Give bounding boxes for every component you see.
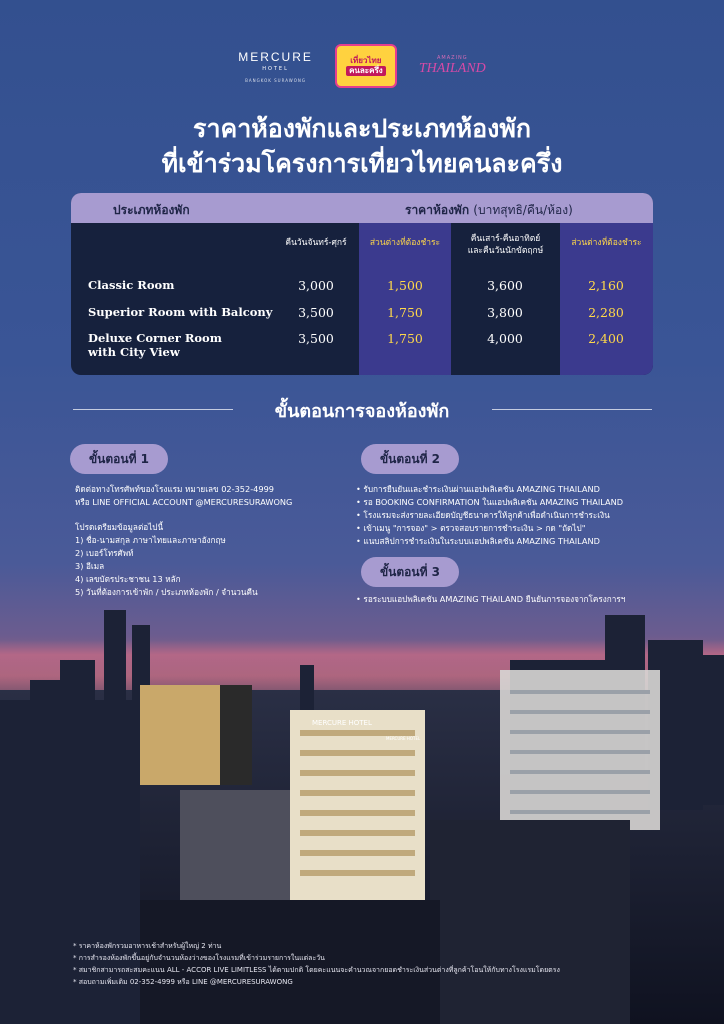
note: * การสำรองห้องพักขึ้นอยู่กับจำนวนห้องว่างของโรงแรมที่เข้าร่วมรายการในแต่ละวัน <box>73 954 325 962</box>
step1-line: ติดต่อทางโทรศัพท์ของโรงแรม หมายเลข 02-352-4999 <box>75 484 275 494</box>
step3-label: ขั้นตอนที่ 3 <box>361 557 459 587</box>
prep-item: 4) เลขบัตรประชาชน 13 หลัก <box>75 574 181 584</box>
step2-text <box>356 483 623 548</box>
header-room-type: ประเภทห้องพัก <box>113 203 190 217</box>
title-line1: ราคาห้องพักและประเภทห้องพัก <box>193 114 531 143</box>
step2-line: • แนบสลิปการชำระเงินในระบบแอปพลิเคชัน AMAZING THAILAND <box>356 536 600 546</box>
room-name: Superior Room with Balcony <box>88 305 273 319</box>
note: * ราคาห้องพักรวมอาหารเช้าสำหรับผู้ใหญ่ 2 ท่าน <box>73 942 222 950</box>
col-weekday-pay: ส่วนต่างที่ต้องชำระ <box>369 238 441 248</box>
price-table <box>71 193 653 375</box>
price-weekend: 3,800 <box>487 305 523 320</box>
step2-line: • รอ BOOKING CONFIRMATION ในแอปพลิเคชัน AMAZING THAILAND <box>356 497 624 507</box>
pay-weekday: 1,750 <box>387 305 423 320</box>
mercure-name: MERCURE <box>238 49 313 64</box>
page-title <box>0 112 724 182</box>
table-header <box>71 193 653 223</box>
footnotes <box>73 940 560 988</box>
col-weekday: คืนวันจันทร์-ศุกร์ <box>285 238 347 248</box>
prep-item: 3) อีเมล <box>75 561 105 571</box>
pay-weekend: 2,400 <box>588 331 624 346</box>
col-weekend <box>451 233 560 257</box>
building-sign-side: MERCURE HOTEL <box>386 736 421 741</box>
col-weekend-line2: และคืนวันนักขัตฤกษ์ <box>467 246 544 256</box>
campaign-line2: คนละครึ่ง <box>346 66 386 76</box>
pay-weekend: 2,160 <box>588 278 624 293</box>
col-weekend-line1: คืนเสาร์-คืนอาทิตย์ <box>470 234 541 244</box>
title-line2: ที่เข้าร่วมโครงการเที่ยวไทยคนละครึ่ง <box>161 149 563 178</box>
price-weekday: 3,500 <box>298 331 334 346</box>
pay-weekend: 2,280 <box>588 305 624 320</box>
amazing-line1: AMAZING <box>436 55 468 61</box>
prep-item: 5) วันที่ต้องการเข้าพัก / ประเภทห้องพัก / จำนวนคืน <box>75 587 258 597</box>
price-weekend: 3,600 <box>487 278 523 293</box>
note: * สอบถามเพิ่มเติม 02-352-4999 หรือ LINE @MERCURESURAWONG <box>73 978 293 986</box>
mercure-sub: HOTEL <box>262 65 289 72</box>
step1-line: หรือ LINE OFFICIAL ACCOUNT @MERCURESURAWONG <box>75 497 293 507</box>
building-sign-top: MERCURE HOTEL <box>312 719 372 727</box>
step2-line: • รับการยืนยันและชำระเงินผ่านแอปพลิเคชัน AMAZING THAILAND <box>356 484 600 494</box>
room-name-line2: with City View <box>88 345 180 359</box>
mercure-logo <box>238 50 313 83</box>
step2-label: ขั้นตอนที่ 2 <box>361 444 459 474</box>
header-price-label: ราคาห้องพัก <box>405 203 470 217</box>
col-weekend-pay: ส่วนต่างที่ต้องชำระ <box>571 238 642 248</box>
step1-text <box>75 483 292 599</box>
logo-bar <box>0 44 724 88</box>
prep-item: 1) ชื่อ-นามสกุล ภาษาไทยและภาษาอังกฤษ <box>75 535 226 545</box>
price-weekend: 4,000 <box>487 331 523 346</box>
step2-line: • โรงแรมจะส่งรายละเอียดบัญชีธนาคารให้ลูกค้าเพื่อดำเนินการชำระเงิน <box>356 510 610 520</box>
note: * สมาชิกสามารถสะสมคะแนน ALL - ACCOR LIVE LIMITLESS ได้ตามปกติ โดยคะแนนจะคำนวณจากยอดชำระเงินส่วนต่างที่ลูกค้าโอนให้กับทางโรงแรมโดยตรง <box>73 966 560 974</box>
prep-title: โปรดเตรียมข้อมูลต่อไปนี้ <box>75 522 164 532</box>
room-name: Classic Room <box>88 278 175 292</box>
campaign-line1: เที่ยวไทย <box>350 56 382 66</box>
steps-title: ขั้นตอนการจองห้องพัก <box>274 401 450 422</box>
room-name <box>88 331 222 359</box>
step2-line: • เข้าเมนู "การจอง" > ตรวจสอบรายการชำระเงิน > กด "ถัดไป" <box>356 523 586 533</box>
prep-item: 2) เบอร์โทรศัพท์ <box>75 548 134 558</box>
amazing-thailand-logo <box>419 55 486 77</box>
mercure-location: BANGKOK SURAWONG <box>245 77 306 83</box>
pay-weekday: 1,750 <box>387 331 423 346</box>
price-weekday: 3,000 <box>298 278 334 293</box>
price-weekday: 3,500 <box>298 305 334 320</box>
room-name-line1: Deluxe Corner Room <box>88 331 222 345</box>
header-price <box>405 201 573 220</box>
amazing-line2: THAILAND <box>418 61 486 76</box>
step3-line: • รอระบบแอปพลิเคชัน AMAZING THAILAND ยืนยันการจองจากโครงการฯ <box>356 594 626 604</box>
pay-weekday: 1,500 <box>387 278 423 293</box>
step1-label: ขั้นตอนที่ 1 <box>70 444 168 474</box>
campaign-logo <box>335 44 397 88</box>
header-price-unit: (บาทสุทธิ/คืน/ห้อง) <box>473 203 573 217</box>
